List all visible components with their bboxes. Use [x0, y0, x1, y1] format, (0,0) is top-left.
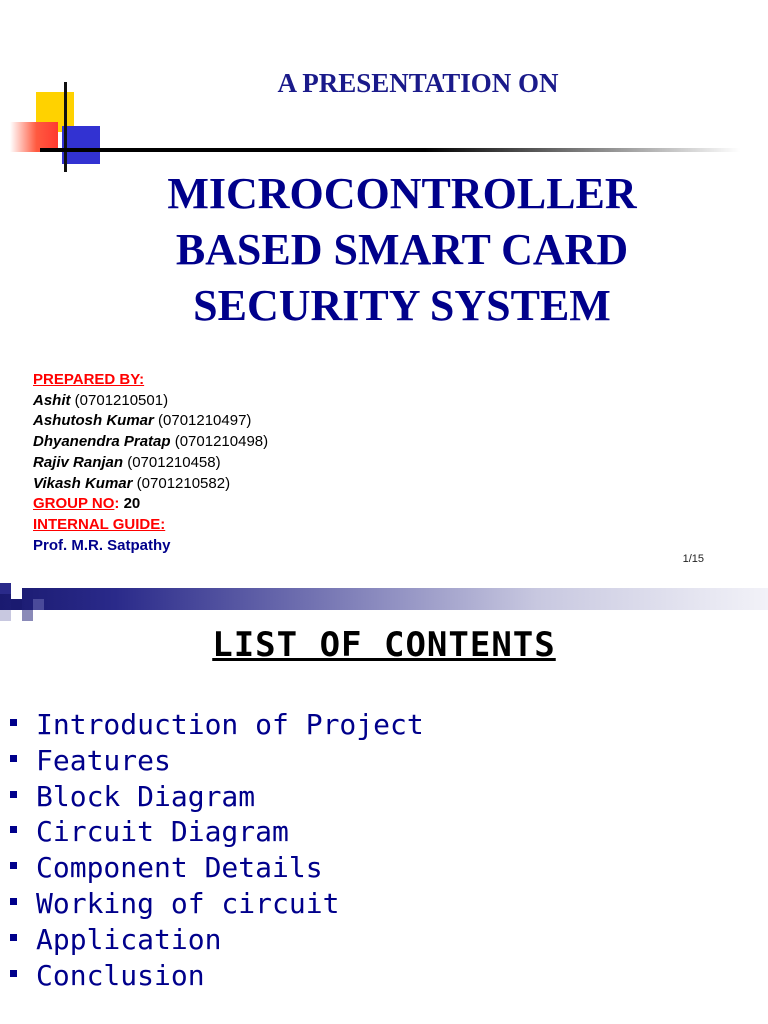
list-item: [10, 922, 424, 958]
list-item: [10, 779, 424, 815]
decor-pixel: [11, 588, 22, 599]
internal-guide-label: INTERNAL GUIDE:: [33, 515, 166, 533]
list-item-label: Application: [36, 922, 222, 956]
decor-pixel: [0, 610, 11, 621]
contents-slide: [0, 575, 768, 1024]
list-item: [10, 886, 424, 922]
prepared-by-block: [33, 370, 268, 556]
decor-pixel: [0, 583, 11, 594]
prepared-by-label: PREPARED BY:: [33, 371, 145, 388]
list-item: [10, 707, 424, 743]
group-separator: :: [114, 495, 124, 513]
member-id: (0701210458): [123, 453, 221, 471]
member-row: [33, 411, 268, 432]
header-gradient-band: [0, 588, 768, 610]
member-id: (0701210582): [132, 474, 231, 492]
decor-blue-square: [62, 126, 100, 164]
list-item-label: Working of circuit: [36, 886, 340, 920]
list-item-label: Component Details: [36, 851, 323, 885]
member-id: (0701210497): [153, 412, 252, 430]
member-name: Ashutosh Kumar: [33, 412, 154, 430]
presentation-title: [0, 166, 768, 334]
group-row: [33, 494, 268, 515]
member-name: Rajiv Ranjan: [33, 453, 124, 471]
member-row: [33, 432, 268, 453]
member-row: [33, 391, 268, 412]
group-value: 20: [123, 495, 141, 513]
bullet-square-icon: [10, 970, 17, 977]
member-row: [33, 474, 268, 495]
list-item: [10, 814, 424, 850]
title-line: SECURITY SYSTEM: [193, 281, 611, 330]
list-item-label: Features: [36, 743, 171, 777]
contents-list: [10, 707, 424, 993]
group-label: GROUP NO: [33, 495, 115, 513]
list-item-label: Introduction of Project: [36, 708, 424, 741]
list-item-label: Circuit Diagram: [36, 815, 289, 849]
bullet-square-icon: [10, 719, 17, 726]
member-row: [33, 453, 268, 474]
list-item: [10, 850, 424, 886]
member-name: Vikash Kumar: [33, 474, 133, 492]
bullet-square-icon: [10, 862, 17, 869]
member-id: (0701210501): [70, 391, 169, 409]
decor-horizontal-rule: [40, 148, 740, 152]
list-item: [10, 958, 424, 994]
decor-pixel: [22, 610, 33, 621]
title-line: MICROCONTROLLER: [167, 169, 637, 218]
decor-pixel: [11, 599, 22, 610]
internal-guide-name: Prof. M.R. Satpathy: [33, 536, 171, 554]
member-name: Ashit: [33, 391, 71, 409]
bullet-square-icon: [10, 934, 17, 941]
bullet-square-icon: [10, 898, 17, 905]
member-name: Dhyanendra Pratap: [33, 433, 171, 451]
page-number: 1/15: [682, 553, 704, 565]
contents-title: LIST OF CONTENTS: [212, 625, 556, 665]
title-line: BASED SMART CARD: [175, 225, 629, 274]
bullet-square-icon: [10, 826, 17, 833]
decor-pixel: [33, 599, 44, 610]
bullet-square-icon: [10, 791, 17, 798]
list-item-label: Block Diagram: [36, 779, 256, 813]
bullet-square-icon: [10, 755, 17, 762]
presentation-subtitle: A PRESENTATION ON: [277, 68, 559, 98]
member-id: (0701210498): [170, 433, 269, 451]
list-item: [10, 743, 424, 779]
list-item-label: Conclusion: [36, 958, 205, 992]
